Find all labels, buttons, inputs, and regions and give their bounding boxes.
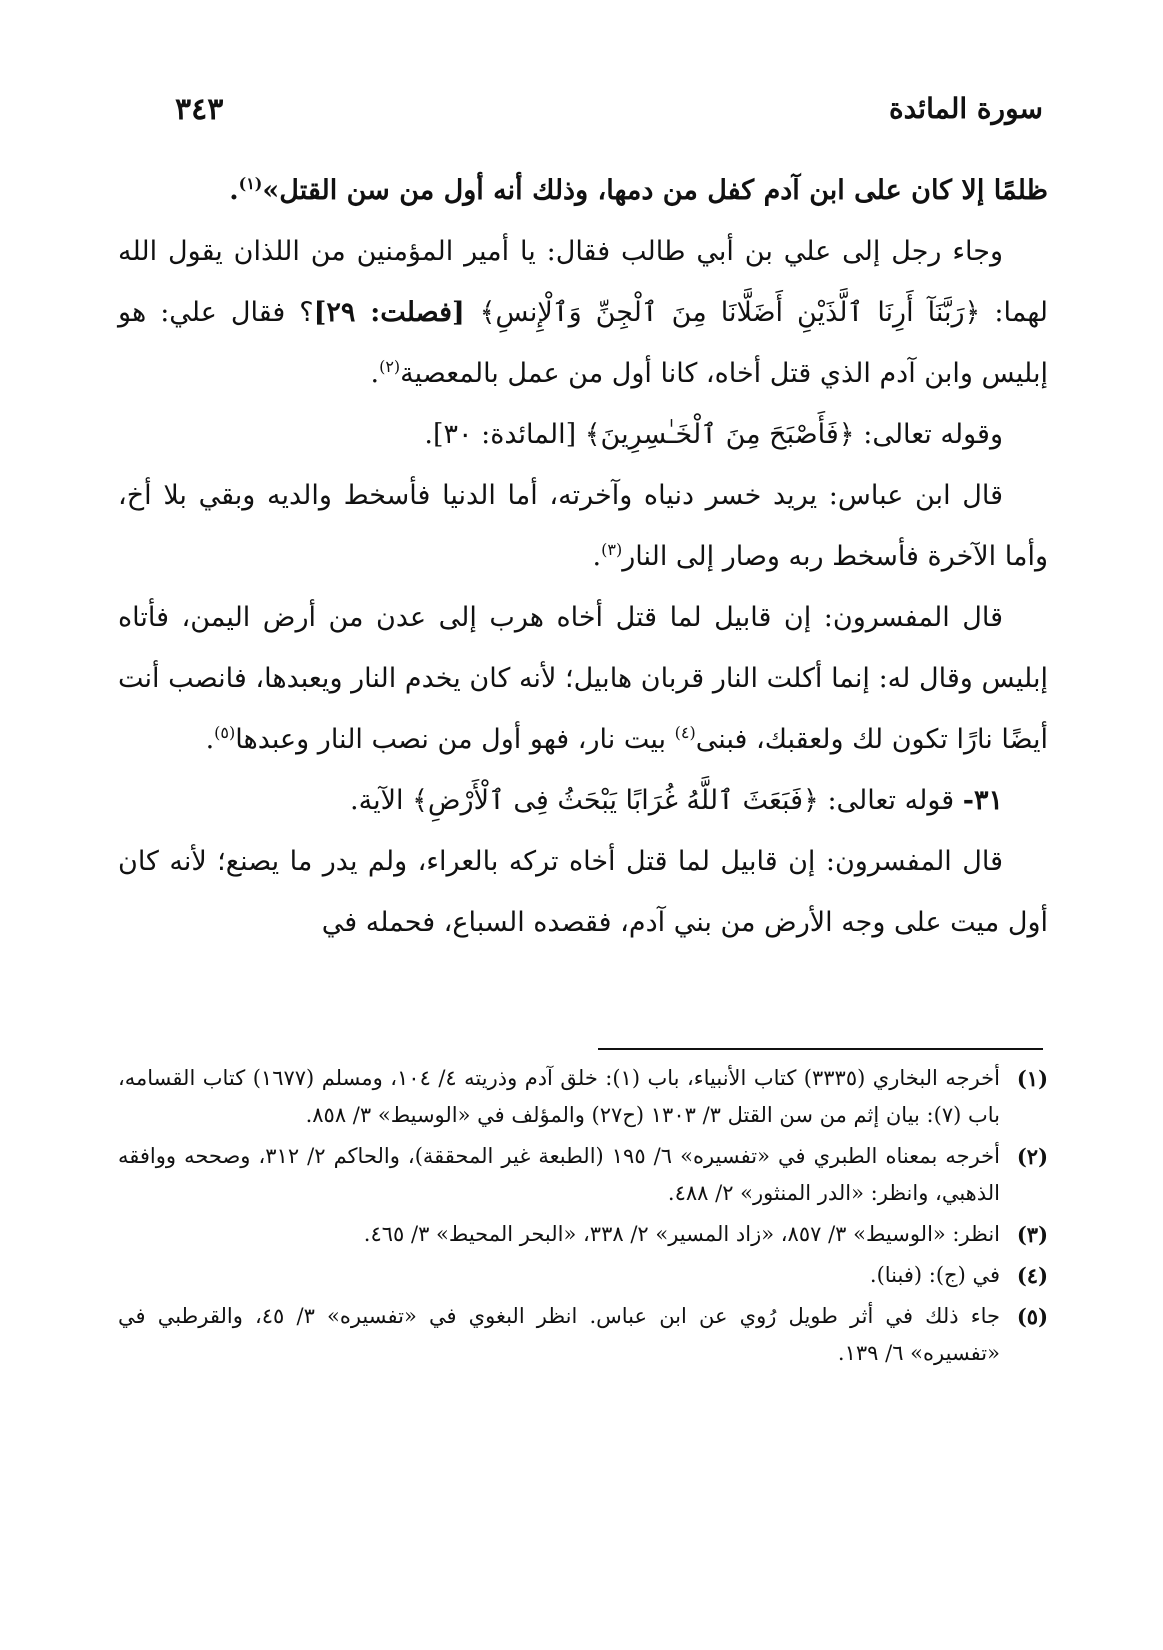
footnote-text: أخرجه بمعناه الطبري في «تفسيره» ٦/ ١٩٥ (الطبعة غير المحققة)، والحاكم ٢/ ٣١٢، وصححه ووافقه الذهبي، وانظر: «الدر المنثور» ٢/ ٤٨٨. (118, 1144, 1000, 1205)
footnote-number: (٢) (1016, 1144, 1048, 1169)
paragraph-3-before: وقوله تعالى: (854, 419, 1003, 450)
footnote-separator (598, 1048, 1043, 1050)
paragraph-1 (118, 160, 1048, 221)
citation-maidah: [المائدة: ٣٠] (432, 419, 585, 450)
footnote-text: أخرجه البخاري (٣٣٣٥) كتاب الأنبياء، باب (١): خلق آدم وذريته ٤/ ١٠٤، ومسلم (١٦٧٧) كتاب القسامه، باب (٧): بيان إثم من سن القتل ٣/ ١٣٠٣ (ح٢٧) والمؤلف في «الوسيط» ٣/ ٨٥٨. (118, 1066, 1001, 1127)
paragraph-5-text-1: قال المفسرون: إن قابيل لما قتل أخاه هرب إلى عدن من أرض اليمن، فأتاه إبليس وقال له: إنما أكلت النار قربان هابيل؛ لأنه كان يخدم النار ويعبدها، فانصب أنت أيضًا نارًا تكون لك ولعقبك، فبنى (118, 602, 1048, 755)
footnote-number: (٣) (1016, 1222, 1048, 1247)
footnotes (118, 1060, 1048, 1376)
paragraph-1-end: . (229, 175, 239, 206)
footnote-number: (٤) (1016, 1263, 1048, 1288)
footnote-number: (٥) (1016, 1304, 1048, 1329)
paragraph-3-end: . (424, 419, 433, 450)
footnote-ref-2: (٢) (379, 357, 401, 376)
verse-number: ٣١- (962, 785, 1003, 816)
paragraph-2-after: ؟ فقال علي: هو إبليس وابن آدم الذي قتل أخاه، كانا أول من عمل بالمعصية (118, 297, 1048, 389)
paragraph-5-text-2: بيت نار، فهو أول من نصب النار وعبدها (235, 724, 675, 755)
footnote-ref-3: (٣) (601, 540, 623, 559)
paragraph-4 (118, 465, 1048, 587)
quran-verse-maidah-30: ﴿فَأَصْبَحَ مِنَ ٱلْخَـٰسِرِينَ﴾ (584, 419, 855, 450)
footnote-text: انظر: «الوسيط» ٣/ ٨٥٧، «زاد المسير» ٢/ ٣٣٨، «البحر المحيط» ٣/ ٤٦٥. (363, 1222, 1000, 1246)
paragraph-7 (118, 831, 1048, 953)
paragraph-2-end: . (370, 358, 380, 389)
footnote-number: (١) (1016, 1066, 1048, 1091)
paragraph-2 (118, 221, 1048, 404)
paragraph-4-end: . (592, 541, 602, 572)
footnote-3 (118, 1216, 1048, 1253)
footnote-5 (118, 1298, 1048, 1372)
paragraph-6-after: الآية. (350, 785, 413, 816)
paragraph-4-text: قال ابن عباس: يريد خسر دنياه وآخرته، أما الدنيا فأسخط والديه وبقي بلا أخ، وأما الآخرة فأسخط ربه وصار إلى النار (118, 480, 1048, 572)
paragraph-3 (118, 404, 1048, 465)
quran-verse-maidah-31: ﴿فَبَعَثَ ٱللَّهُ غُرَابًا يَبْحَثُ فِى ٱلْأَرْضِ﴾ (412, 785, 819, 816)
paragraph-5 (118, 587, 1048, 770)
paragraph-5-end: . (205, 724, 215, 755)
paragraph-1-text: ظلمًا إلا كان على ابن آدم كفل من دمها، وذلك أنه أول من سن القتل» (262, 175, 1048, 206)
paragraph-2-before: وجاء رجل إلى علي بن أبي طالب فقال: يا أمير المؤمنين من اللذان يقول الله لهما: (118, 236, 1048, 328)
quran-verse-fussilat-29: ﴿رَبَّنَآ أَرِنَا ٱلَّذَيْنِ أَضَلَّانَا مِنَ ٱلْجِنِّ وَٱلْإِنسِ﴾ (479, 297, 981, 328)
paragraph-6-before: قوله تعالى: (818, 785, 963, 816)
footnote-4 (118, 1257, 1048, 1294)
footnote-2 (118, 1138, 1048, 1212)
running-title: سورة المائدة (888, 92, 1043, 125)
footnote-ref-4: (٤) (674, 723, 696, 742)
citation-fussilat: [فصلت: ٢٩] (313, 297, 480, 328)
footnote-text: في (ج): (فبنا). (869, 1263, 1000, 1287)
footnote-text: جاء ذلك في أثر طويل رُوي عن ابن عباس. انظر البغوي في «تفسيره» ٣/ ٤٥، والقرطبي في «تفسيره» ٦/ ١٣٩. (118, 1304, 1000, 1365)
footnote-ref-1: (١) (238, 174, 263, 193)
body-text (118, 160, 1048, 953)
paragraph-6 (118, 770, 1048, 831)
footnote-1 (118, 1060, 1048, 1134)
page-number: ٣٤٣ (175, 92, 224, 127)
paragraph-7-text: قال المفسرون: إن قابيل لما قتل أخاه تركه بالعراء، ولم يدر ما يصنع؛ لأنه كان أول ميت على وجه الأرض من بني آدم، فقصده السباع، فحمله في (118, 846, 1048, 938)
footnote-ref-5: (٥) (214, 723, 236, 742)
